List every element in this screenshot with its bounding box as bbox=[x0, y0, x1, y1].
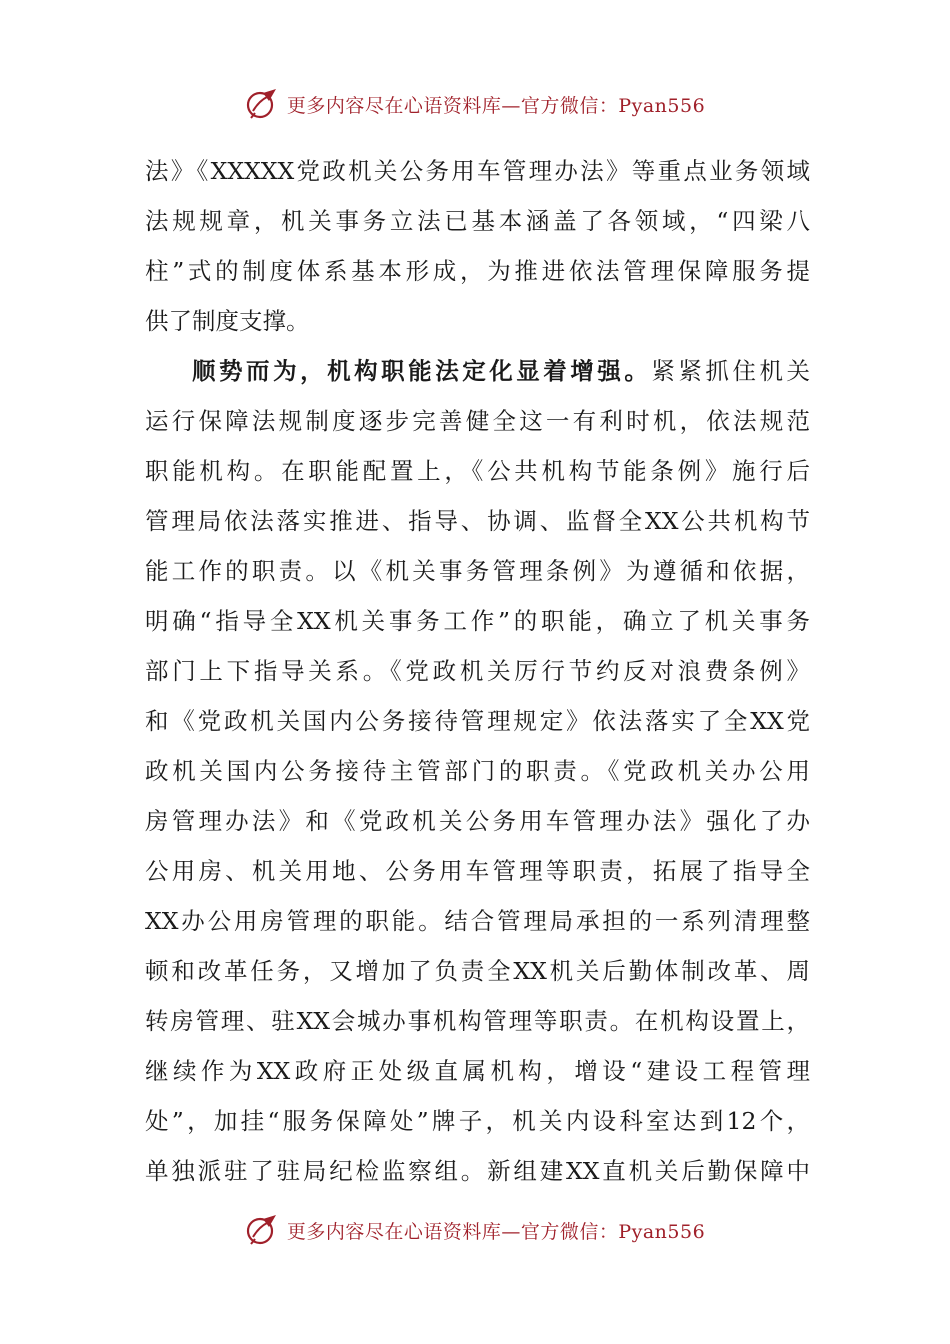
paragraph-line: 公用房、机关用地、公务用车管理等职责，拓展了指导全 bbox=[145, 857, 810, 885]
paragraph-line: 单独派驻了驻局纪检监察组。新组建XX直机关后勤保障中 bbox=[145, 1157, 810, 1185]
header-banner-text: 更多内容尽在心语资料库—官方微信：Pyan556 bbox=[286, 94, 706, 117]
paragraph-line: 管理局依法落实推进、指导、协调、监督全XX公共机构节 bbox=[145, 507, 810, 535]
paragraph-line: 职能机构。在职能配置上，《公共机构节能条例》施行后 bbox=[145, 457, 810, 485]
paragraph-line: 运行保障法规制度逐步完善健全这一有利时机，依法规范 bbox=[145, 407, 810, 435]
paragraph-line: 供了制度支撑。 bbox=[145, 307, 310, 335]
document-body bbox=[145, 146, 810, 1196]
paragraph-line: 转房管理、驻XX会城办事机构管理等职责。在机构设置上， bbox=[145, 1007, 810, 1035]
paragraph-heading: 顺势而为，机构职能法定化显着增强。 bbox=[192, 357, 652, 385]
header-banner bbox=[0, 84, 950, 124]
paragraph-line: 政机关国内公务接待主管部门的职责。《党政机关办公用 bbox=[145, 757, 810, 785]
paragraph-line: 法规规章，机关事务立法已基本涵盖了各领域，“四梁八 bbox=[145, 207, 810, 235]
paragraph-line: 房管理办法》和《党政机关公务用车管理办法》强化了办 bbox=[145, 807, 810, 835]
paragraph-line: 法》《XXXXX党政机关公务用车管理办法》等重点业务领域 bbox=[145, 157, 810, 185]
paragraph-line: 柱”式的制度体系基本形成，为推进依法管理保障服务提 bbox=[145, 257, 810, 285]
paragraph-line: XX办公用房管理的职能。结合管理局承担的一系列清理整 bbox=[145, 907, 810, 935]
paragraph-line: 部门上下指导关系。《党政机关厉行节约反对浪费条例》 bbox=[145, 657, 810, 685]
paragraph-line: 继续作为XX政府正处级直属机构，增设“建设工程管理 bbox=[145, 1057, 810, 1085]
footer-banner bbox=[0, 1210, 950, 1250]
paragraph-first-line bbox=[145, 346, 810, 396]
footer-banner-text: 更多内容尽在心语资料库—官方微信：Pyan556 bbox=[286, 1220, 706, 1243]
paragraph-line: 处”，加挂“服务保障处”牌子，机关内设科室达到12个， bbox=[145, 1107, 810, 1135]
paragraph-line: 和《党政机关国内公务接待管理规定》依法落实了全XX党 bbox=[145, 707, 810, 735]
pen-logo-icon bbox=[245, 87, 279, 121]
paragraph-line: 明确“指导全XX机关事务工作”的职能，确立了机关事务 bbox=[145, 607, 810, 635]
pen-logo-icon bbox=[245, 1213, 279, 1247]
paragraph-1 bbox=[145, 146, 810, 346]
paragraph-line-rest: 紧紧抓住机关 bbox=[651, 357, 811, 385]
paragraph-2 bbox=[145, 346, 810, 1196]
paragraph-line: 能工作的职责。以《机关事务管理条例》为遵循和依据， bbox=[145, 557, 810, 585]
paragraph-line: 顿和改革任务，又增加了负责全XX机关后勤体制改革、周 bbox=[145, 957, 810, 985]
